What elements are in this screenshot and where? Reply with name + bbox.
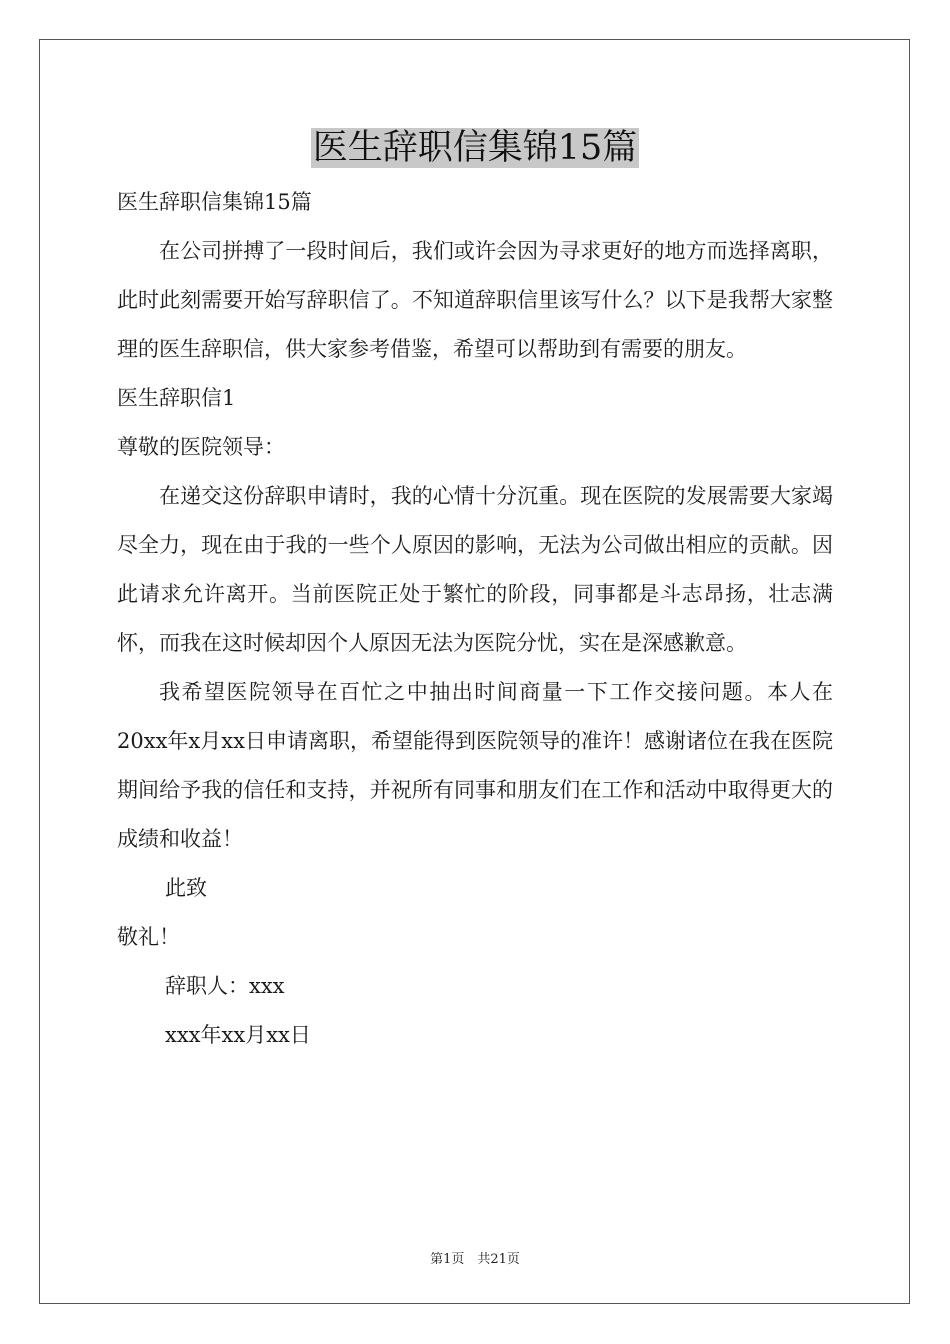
page-footer: 第1页 共21页 [430, 1252, 520, 1267]
closing-line-1: 此致 [165, 876, 207, 900]
closing-line-2: 敬礼！ [117, 925, 180, 949]
subtitle: 医生辞职信集锦15篇 [117, 190, 312, 214]
document-body [117, 178, 833, 1060]
body-paragraph-2: 我希望医院领导在百忙之中抽出时间商量一下工作交接问题。本人在20xx年x月xx日申请离职，希望能得到医院领导的准许！感谢诸位在我在医院期间给予我的信任和支持，并祝所有同事和朋友们在工作和活动中取得更大的成绩和收益！ [117, 680, 833, 851]
section-heading: 医生辞职信1 [117, 386, 236, 410]
signature: 辞职人：xxx [165, 974, 285, 998]
intro-paragraph: 在公司拼搏了一段时间后，我们或许会因为寻求更好的地方而选择离职，此时此刻需要开始写辞职信了。不知道辞职信里该写什么？以下是我帮大家整理的医生辞职信，供大家参考借鉴，希望可以帮助到有需要的朋友。 [117, 239, 833, 361]
title-container [0, 128, 950, 168]
date: xxx年xx月xx日 [165, 1023, 311, 1047]
document-title: 医生辞职信集锦15篇 [312, 128, 638, 168]
salutation: 尊敬的医院领导： [117, 435, 285, 459]
body-paragraph-1: 在递交这份辞职申请时，我的心情十分沉重。现在医院的发展需要大家竭尽全力，现在由于我的一些个人原因的影响，无法为公司做出相应的贡献。因此请求允许离开。当前医院正处于繁忙的阶段，同事都是斗志昂扬，壮志满怀，而我在这时候却因个人原因无法为医院分忧，实在是深感歉意。 [117, 484, 833, 655]
